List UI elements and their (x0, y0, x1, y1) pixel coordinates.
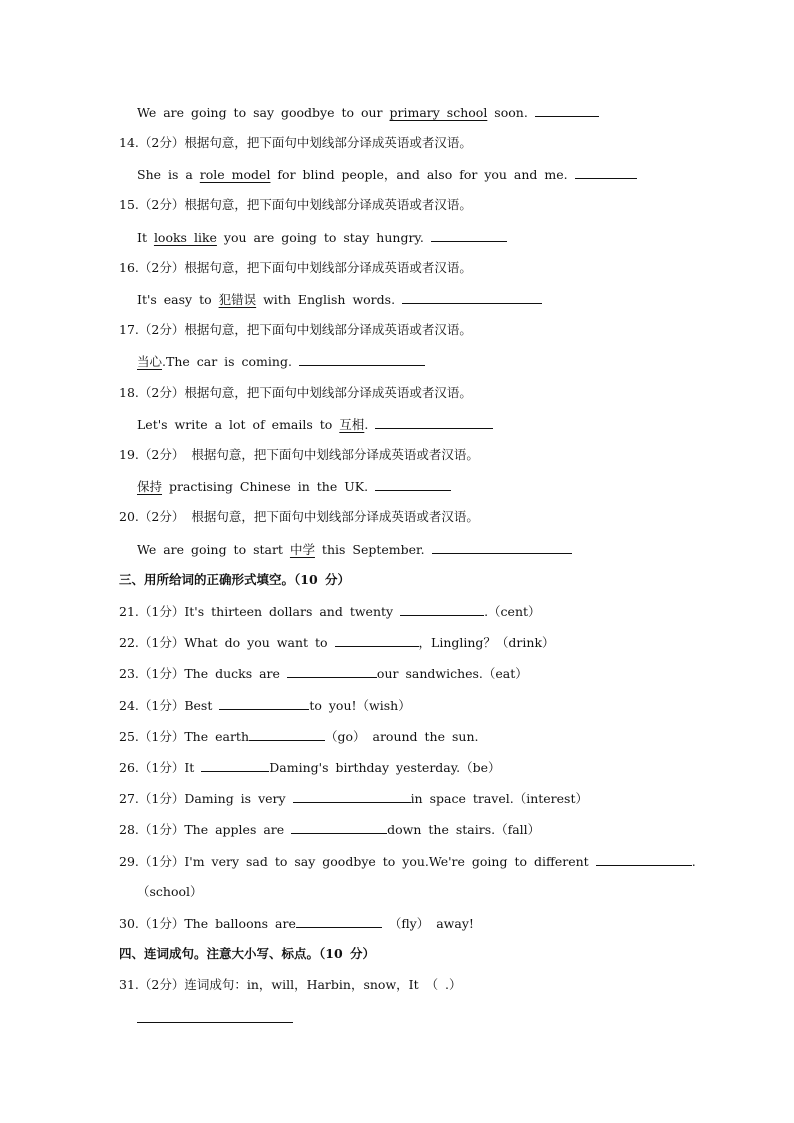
question-18-header: 18.（2分）根据句意，把下面句中划线部分译成英语或者汉语。 (119, 385, 472, 400)
answer-blank[interactable] (291, 821, 387, 834)
question-20-header: 20.（2分） 根据句意，把下面句中划线部分译成英语或者汉语。 (119, 509, 479, 524)
question-23: 23.（1分）The ducks are our sandwiches.（eat） (119, 666, 528, 681)
underlined-phrase: 中学 (289, 542, 315, 557)
question-21: 21.（1分）It's thirteen dollars and twenty .（cent） (119, 604, 541, 619)
answer-blank[interactable] (293, 790, 411, 803)
question-28: 28.（1分）The apples are down the stairs.（fall） (119, 822, 541, 837)
answer-blank[interactable] (249, 728, 325, 741)
question-30: 30.（1分）The balloons are （fly） away! (119, 916, 474, 931)
answer-blank[interactable] (299, 353, 425, 366)
question-17-sentence: 当心.The car is coming. (137, 353, 425, 370)
answer-blank[interactable] (335, 634, 419, 647)
answer-blank[interactable] (296, 915, 382, 928)
question-20-sentence: We are going to start 中学 this September. (137, 541, 572, 558)
question-25: 25.（1分）The earth （go） around the sun. (119, 729, 479, 744)
question-14-header: 14.（2分）根据句意，把下面句中划线部分译成英语或者汉语。 (119, 135, 472, 150)
answer-blank[interactable] (287, 665, 377, 678)
underlined-phrase: 当心 (137, 354, 163, 369)
underlined-phrase: primary school (389, 105, 488, 120)
answer-blank[interactable] (375, 478, 451, 491)
underlined-phrase: 互相 (339, 417, 365, 432)
answer-blank[interactable] (201, 759, 269, 772)
section-3-heading: 三、用所给词的正确形式填空。（10 分） (119, 572, 350, 587)
answer-blank[interactable] (535, 104, 599, 117)
question-29-hint: （school） (137, 884, 203, 899)
question-15-sentence: It looks like you are going to stay hungry. (137, 229, 507, 246)
question-31: 31.（2分）连词成句：in，will，Harbin，snow，It （ .） (119, 977, 462, 992)
answer-blank[interactable] (596, 853, 692, 866)
question-27: 27.（1分）Daming is very in space travel.（interest） (119, 791, 588, 806)
answer-blank[interactable] (137, 1010, 293, 1023)
answer-blank[interactable] (402, 291, 542, 304)
answer-blank[interactable] (219, 697, 309, 710)
underlined-phrase: 犯错误 (218, 292, 257, 307)
section-4-heading: 四、连词成句。注意大小写、标点。（10 分） (119, 946, 375, 961)
question-18-sentence: Let's write a lot of emails to 互相. (137, 416, 493, 433)
answer-blank[interactable] (432, 541, 572, 554)
question-15-header: 15.（2分）根据句意，把下面句中划线部分译成英语或者汉语。 (119, 197, 472, 212)
question-29: 29.（1分）I'm very sad to say goodbye to you.We're going to different . (119, 854, 696, 869)
question-19-sentence: 保持 practising Chinese in the UK. (137, 478, 451, 495)
answer-blank[interactable] (575, 166, 637, 179)
question-22: 22.（1分）What do you want to ，Lingling？（drink） (119, 635, 555, 650)
underlined-phrase: 保持 (137, 479, 163, 494)
answer-blank[interactable] (431, 229, 507, 242)
question-24: 24.（1分）Best to you!（wish） (119, 698, 411, 713)
question-26: 26.（1分）It Daming's birthday yesterday.（be） (119, 760, 501, 775)
question-16-header: 16.（2分）根据句意，把下面句中划线部分译成英语或者汉语。 (119, 260, 472, 275)
question-13-sentence: We are going to say goodbye to our primary school soon. (137, 104, 599, 121)
question-17-header: 17.（2分）根据句意，把下面句中划线部分译成英语或者汉语。 (119, 322, 472, 337)
answer-blank[interactable] (400, 603, 484, 616)
answer-blank[interactable] (375, 416, 493, 429)
underlined-phrase: role model (199, 167, 271, 182)
underlined-phrase: looks like (153, 230, 217, 245)
question-14-sentence: She is a role model for blind people，and also for you and me. (137, 166, 637, 183)
question-16-sentence: It's easy to 犯错误 with English words. (137, 291, 542, 308)
question-19-header: 19.（2分） 根据句意，把下面句中划线部分译成英语或者汉语。 (119, 447, 479, 462)
